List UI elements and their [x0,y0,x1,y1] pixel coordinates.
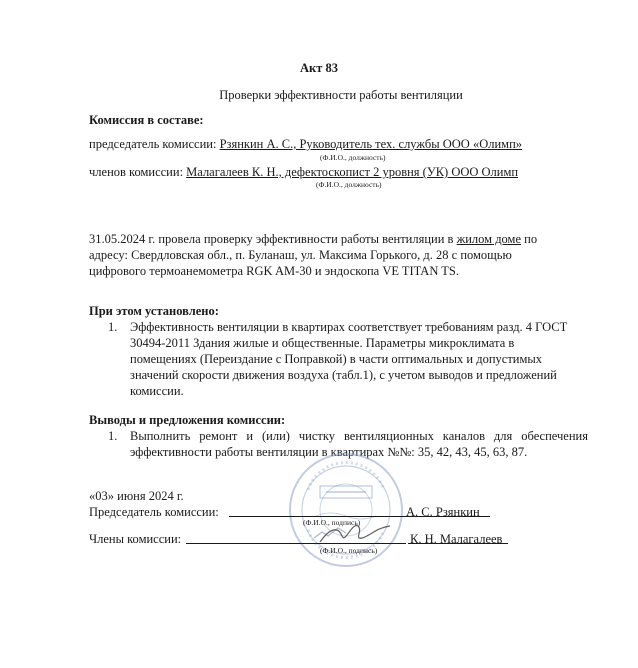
fio-position-caption-2: (Ф.И.О., должность) [316,180,382,189]
fio-sign-caption-2: (Ф.И.О., подпись) [320,546,378,555]
found-line: значений скорости движения воздуха (табл.1), с учетом выводов и предложений [130,368,557,382]
chair-signature-line [229,516,406,517]
members-sign-label: Члены комиссии: [89,532,182,546]
conclusion-line-2: эффективности работы вентиляции в квартирах №№: 35, 42, 43, 45, 63, 87. [130,445,528,459]
conclusion-line-1: Выполнить ремонт и (или) чистку вентиляционных каналов для обеспечения [130,429,588,443]
chair-name-underline [406,516,490,517]
conclusions-heading: Выводы и предложения комиссии: [89,413,286,427]
conclusions-number: 1. [108,429,118,443]
commission-heading: Комиссия в составе: [89,113,204,127]
chair-prefix: председатель комиссии: [89,137,220,151]
members-name-underline [408,543,508,544]
members-value: Малагалеев К. Н., дефектоскопист 2 уровня (УК) ООО Олимп [186,165,519,179]
act-date: «03» июня 2024 г. [89,489,184,503]
fio-sign-caption-1: (Ф.И.О., подпись) [303,518,361,527]
chair-row [89,137,522,152]
found-line: помещениях (Переиздание с Поправкой) в части оптимальных и допустимых [130,352,543,366]
members-signature-line [186,543,406,544]
chair-sign-label: Председатель комиссии: [89,505,219,519]
chair-value: Рзянкин А. С., Руководитель тех. службы ООО «Олимп» [219,137,523,151]
intro-line-1 [89,232,537,247]
fio-position-caption-1: (Ф.И.О., должность) [320,153,386,162]
found-heading: При этом установлено: [89,304,219,318]
members-sign-name: К. Н. Малагалеев [410,532,503,546]
members-prefix: членов комиссии: [89,165,187,179]
intro-line-3: цифрового термоанемометра RGK AM-30 и эндоскопа VE TITAN TS. [89,264,459,278]
found-line: Эффективность вентиляции в квартирах соответствует требованиям разд. 4 ГОСТ [130,320,568,334]
intro-line-1-pre: 31.05.2024 г. провела проверку эффективности работы вентиляции в [89,232,457,246]
act-title: Акт 83 [300,61,338,75]
chair-sign-name: А. С. Рзянкин [406,505,480,519]
found-number: 1. [108,320,118,334]
intro-line-1-post: по [521,232,538,246]
members-row [89,165,518,180]
intro-building-type: жилом доме [456,232,522,246]
found-line: комиссии. [130,384,184,398]
intro-line-2: адресу: Свердловская обл., п. Буланаш, ул. Максима Горького, д. 28 с помощью [89,248,512,262]
found-line: 30494-2011 Здания жилые и общественные. Параметры микроклимата в [130,336,515,350]
act-subtitle: Проверки эффективности работы вентиляции [219,88,463,102]
